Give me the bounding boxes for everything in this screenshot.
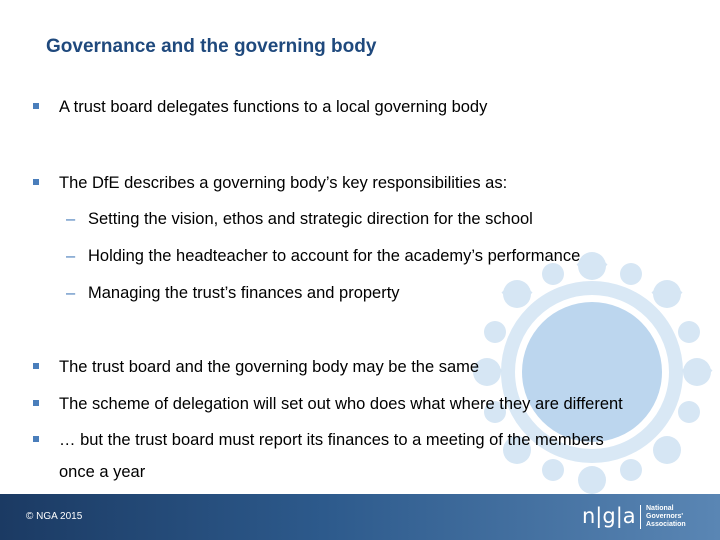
bullet-continuation: once a year — [59, 463, 146, 481]
bullet-1 — [33, 98, 487, 117]
sub-bullet-text: Managing the trust’s finances and property — [88, 284, 400, 302]
sub-bullet-3 — [66, 284, 400, 303]
sub-bullet-marker: – — [66, 284, 76, 302]
bullet-marker — [33, 179, 39, 185]
sub-bullet-1 — [66, 210, 533, 229]
bullet-text: The scheme of delegation will set out who does what where they are different — [59, 395, 623, 413]
sub-bullet-text: Holding the headteacher to account for the academy’s performance — [88, 247, 581, 265]
bullet-text: A trust board delegates functions to a local governing body — [59, 98, 488, 116]
logo-wordmark — [646, 505, 716, 529]
logo-line-2: Governors' — [646, 513, 684, 520]
bullet-marker — [33, 363, 39, 369]
sub-bullet-text: Setting the vision, ethos and strategic direction for the school — [88, 210, 533, 228]
sub-bullet-2 — [66, 247, 580, 266]
logo-divider — [640, 505, 641, 529]
sub-bullet-marker: – — [66, 210, 76, 228]
bullet-marker — [33, 400, 39, 406]
bullet-2 — [33, 174, 507, 193]
bullet-3 — [33, 358, 479, 377]
slide-title: Governance and the governing body — [46, 36, 377, 57]
bullet-text: The DfE describes a governing body’s key responsibilities as: — [59, 174, 508, 192]
bullet-4 — [33, 395, 623, 414]
bullet-5 — [33, 431, 604, 482]
bullet-text: … but the trust board must report its finances to a meeting of the members — [59, 431, 604, 449]
sub-bullet-marker: – — [66, 247, 76, 265]
logo-line-3: Association — [646, 521, 686, 528]
copyright-text: © NGA 2015 — [26, 511, 83, 522]
bullet-marker — [33, 103, 39, 109]
bullet-marker — [33, 436, 39, 442]
footer-bar — [0, 494, 720, 540]
logo-mark: n|g|a — [582, 504, 636, 528]
logo-line-1: National — [646, 505, 674, 512]
bullet-text: The trust board and the governing body may be the same — [59, 358, 480, 376]
